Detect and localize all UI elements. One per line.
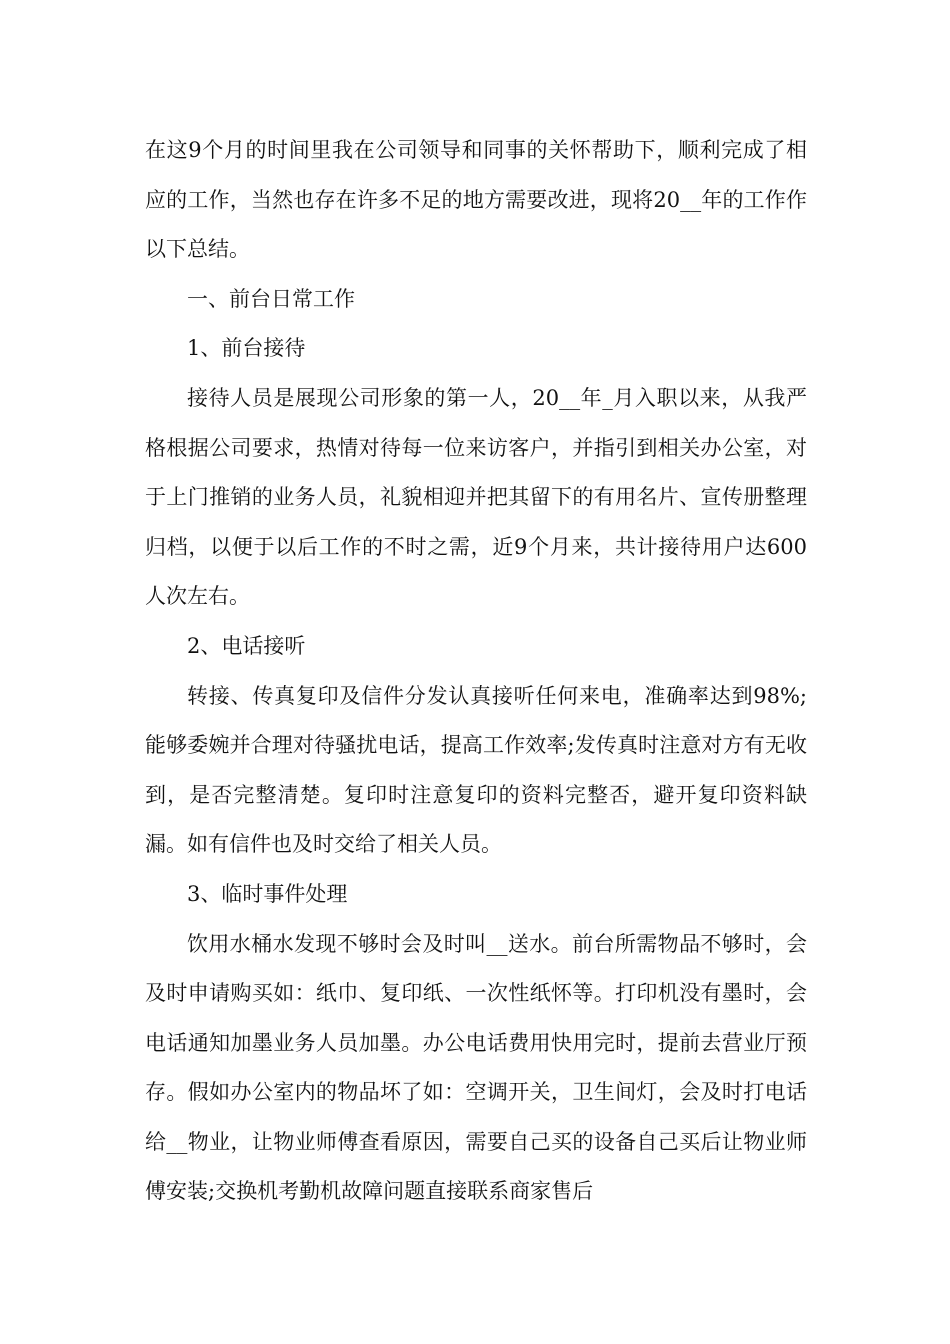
section-heading-front-desk-work: 一、前台日常工作 <box>187 286 355 311</box>
subheading-temporary-events: 3、临时事件处理 <box>187 881 348 906</box>
phone-answering-paragraph: 转接、传真复印及信件分发认真接听任何来电，准确率达到98%;能够委婉并合理对待骚扰电话，提高工作效率;发传真时注意对方有无收到，是否完整清楚。复印时注意复印的资料完整否，避开复印资料缺漏。如有信件也及时交给了相关人员。 <box>145 683 807 857</box>
temporary-events-paragraph: 饮用水桶水发现不够时会及时叫__送水。前台所需物品不够时，会及时申请购买如：纸巾、复印纸、一次性纸怀等。打印机没有墨时，会电话通知加墨业务人员加墨。办公电话费用快用完时，提前去营业厅预存。假如办公室内的物品坏了如：空调开关，卫生间灯，会及时打电话给__物业，让物业师傅查看原因，需要自己买的设备自己买后让物业师傅安装;交换机考勤机故障问题直接联系商家售后 <box>145 931 807 1204</box>
reception-paragraph: 接待人员是展现公司形象的第一人，20__年_月入职以来，从我严格根据公司要求，热情对待每一位来访客户，并指引到相关办公室，对于上门推销的业务人员，礼貌相迎并把其留下的有用名片、宣传册整理归档，以便于以后工作的不时之需，近9个月来，共计接待用户达600人次左右。 <box>145 385 807 609</box>
intro-paragraph: 在这9个月的时间里我在公司领导和同事的关怀帮助下，顺利完成了相应的工作，当然也存在许多不足的地方需要改进，现将20__年的工作作以下总结。 <box>145 138 807 262</box>
subheading-reception: 1、前台接待 <box>187 336 306 361</box>
subheading-phone-answering: 2、电话接听 <box>187 633 306 658</box>
document-body <box>145 126 807 1217</box>
